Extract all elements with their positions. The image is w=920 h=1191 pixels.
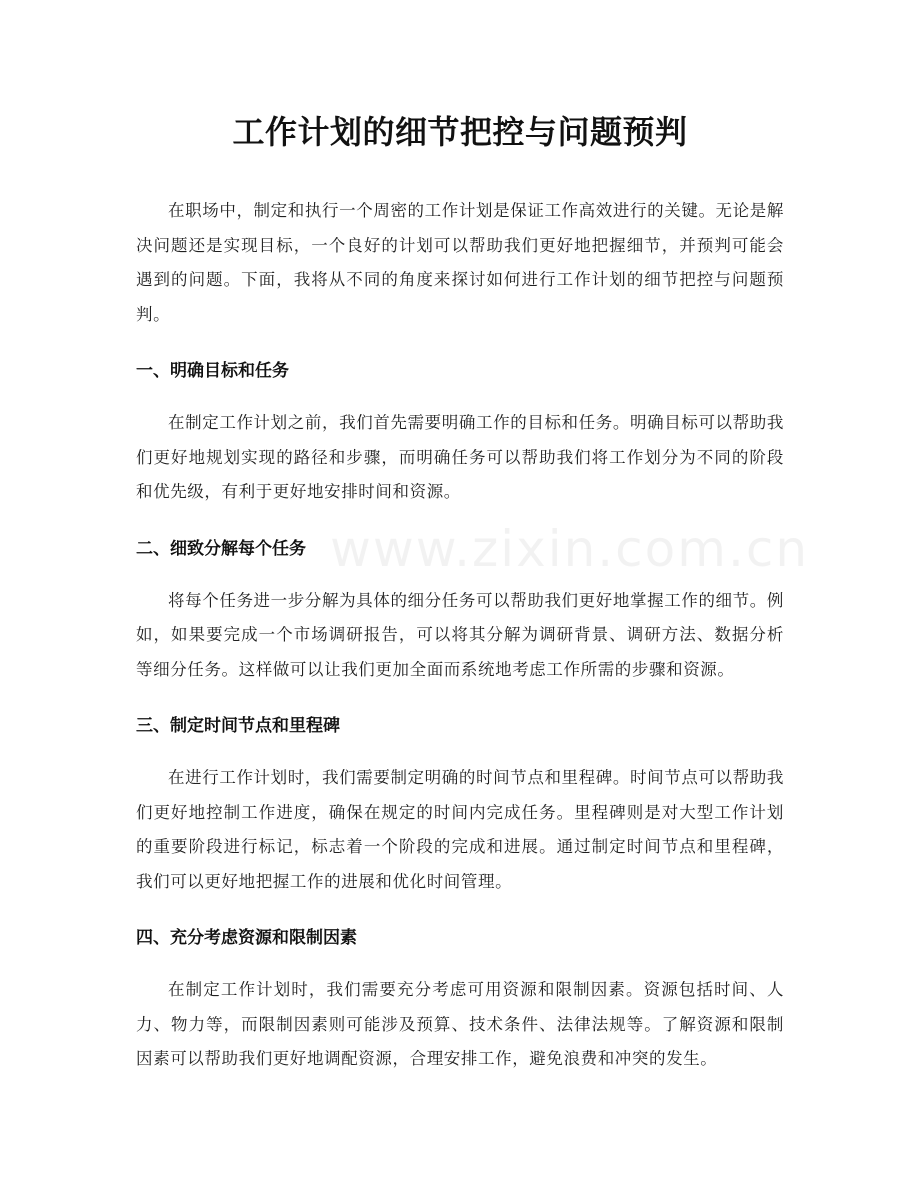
intro-paragraph: 在职场中，制定和执行一个周密的工作计划是保证工作高效进行的关键。无论是解决问题还是实现目标，一个良好的计划可以帮助我们更好地把握细节，并预判可能会遇到的问题。下面，我将从不同的角度来探讨如何进行工作计划的细节把控与问题预判。 <box>136 201 784 324</box>
section-heading-4: 四、充分考虑资源和限制因素 <box>136 928 357 948</box>
page-title: 工作计划的细节把控与问题预判 <box>232 113 688 151</box>
section-body-2: 将每个任务进一步分解为具体的细分任务可以帮助我们更好地掌握工作的细节。例如，如果要完成一个市场调研报告，可以将其分解为调研背景、调研方法、数据分析等细分任务。这样做可以让我们更加全面而系统地考虑工作所需的步骤和资源。 <box>136 590 784 679</box>
watermark: www.zixin.com.cn <box>330 520 810 578</box>
section-heading-2: 二、细致分解每个任务 <box>136 538 306 559</box>
section-body-1: 在制定工作计划之前，我们首先需要明确工作的目标和任务。明确目标可以帮助我们更好地规划实现的路径和步骤，而明确任务可以帮助我们将工作划分为不同的阶段和优先级，有利于更好地安排时间和资源。 <box>136 413 784 501</box>
section-body-4: 在制定工作计划时，我们需要充分考虑可用资源和限制因素。资源包括时间、人力、物力等，而限制因素则可能涉及预算、技术条件、法律法规等。了解资源和限制因素可以帮助我们更好地调配资源，合理安排工作，避免浪费和冲突的发生。 <box>136 980 784 1068</box>
section-heading-1: 一、明确目标和任务 <box>136 361 289 381</box>
section-body-3: 在进行工作计划时，我们需要制定明确的时间节点和里程碑。时间节点可以帮助我们更好地控制工作进度，确保在规定的时间内完成任务。里程碑则是对大型工作计划的重要阶段进行标记，标志着一个阶段的完成和进展。通过制定时间节点和里程碑，我们可以更好地把握工作的进展和优化时间管理。 <box>136 768 784 891</box>
section-heading-3: 三、制定时间节点和里程碑 <box>136 716 340 736</box>
